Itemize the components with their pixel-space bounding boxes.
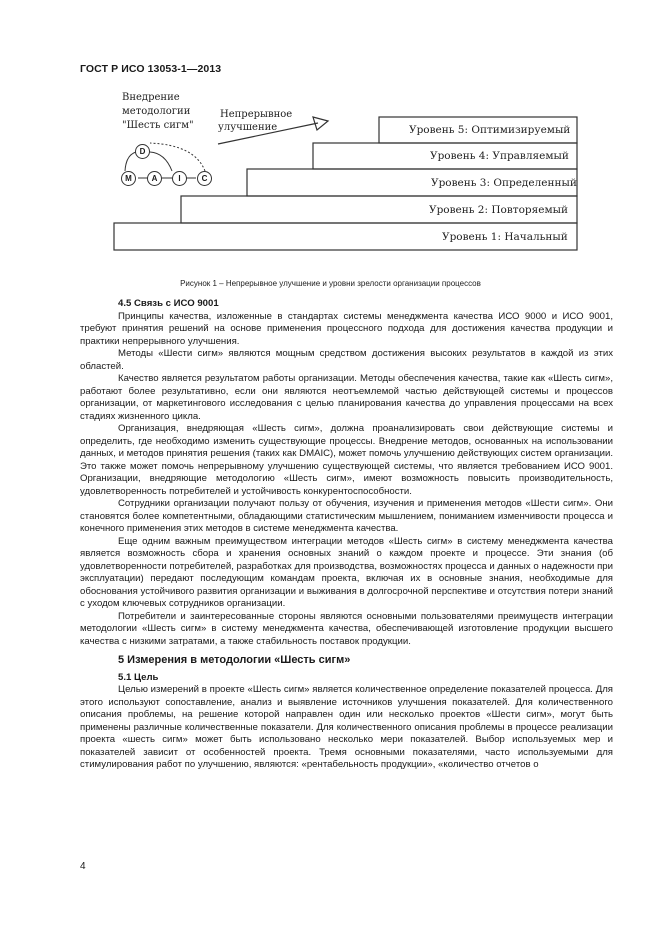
paragraph: Целью измерений в проекте «Шесть сигм» является количественное определение показателей процесса. Для этого используют сопоставление, анализ и выявление источников улучшения показателей. Для количественного описания проблемы, на решение которой направлен один или несколько проектов «Шести сигм», могут быть применены различные количественные показатели. Для количественного описания проблемы в процессе реализации проекта «шесть сигм» может быть использовано несколько мери показателей. Выбор используемых мер и показателей зависит от особенностей проекта. Тремя основными показателями, часто используемыми для стимулирования работ по улучшению, являются: «рентабельность продукции», «количество отчетов о [80,684,613,770]
paragraph: Потребители и заинтересованные стороны являются основными пользователями преимуществ интеграции методологии «Шесть сигм» в систему менеджмента качества, обеспечивающей изготовление продукции высшего качества с низкими затратами, а также стабильность поставок продукции. [80,610,613,647]
improvement-arrow-head [313,117,328,130]
intro-line-1: Внедрение [122,92,180,103]
paragraph: Методы «Шести сигм» являются мощным средством достижения высоких результатов в каждой из этих областей. [80,348,613,372]
level-5-label: Уровень 5: Оптимизируемый [409,124,571,136]
maturity-figure [0,85,661,255]
dmaic-a-node: A [147,171,162,186]
paragraph: Качество является результатом работы организации. Методы обеспечения качества, такие как «Шесть сигм», работают более результативно, если они являются неотъемлемой частью действующей системы и процессов организации, от маркетингового исследования с целью планирования качества до управления процессами на всех стадиях жизненного цикла. [80,373,613,422]
section-4-5 [80,298,613,772]
paragraph: Организация, внедряющая «Шесть сигм», должна проанализировать свои действующие системы и определить, где необходимо изменить существующие процессы. Внедрение методов, основанных на использовании данных, и методов принятия решения (таких как DMAIC), может помочь улучшению действующих систем организации. Это также может помочь непрерывному улучшению существующей системы, что является требованием ИСО 9001. Организации, внедряющие методологию «Шесть сигм», имеют возможность повысить производительность, удовлетворенность потребителей и устойчивость конкурентоспособности. [80,423,613,497]
arrow-label-line-1: Непрерывное [220,109,293,120]
paragraph: Принципы качества, изложенные в стандартах системы менеджмента качества ИСО 9000 и ИСО 9001, требуют принятия решений на основе применения процессного подхода для достижения качества продукции и практики непрерывного улучшения. [80,310,613,347]
dmaic-i-node: I [172,171,187,186]
intro-line-3: "Шесть сигм" [122,120,194,131]
intro-line-2: методологии [122,106,191,117]
dmaic-d-node: D [135,144,150,159]
level-1-label: Уровень 1: Начальный [442,231,568,243]
dmaic-c-node: C [197,171,212,186]
paragraph: Еще одним важным преимуществом интеграции методов «Шесть сигм» в систему менеджмента качества является возможность сбора и хранения основных знаний о каждом проекте и процессе. Эти знания (об удовлетворенности потребителей, разработках для производства, возможностях процесса и данных о надежности при эксплуатации) передают последующим командам проекта, включая их в основные знания, необходимые для обоснования устойчивого развития организации и выживания в долгосрочной перспективе и отсутствия потери знаний с уходом ключевых сотрудников организации. [80,535,613,609]
level-4-label: Уровень 4: Управляемый [430,150,569,162]
section-5-heading: 5 Измерения в методологии «Шесть сигм» [118,654,351,666]
dmaic-loop-left [125,152,136,171]
dmaic-m-node: M [121,171,136,186]
arrow-label-line-2: улучшение [218,122,278,133]
dmaic-loop-right [150,152,172,171]
section-4-5-heading: 4.5 Связь с ИСО 9001 [118,298,219,309]
document-header: ГОСТ Р ИСО 13053-1—2013 [80,63,222,75]
paragraph: Сотрудники организации получают пользу от обучения, изучения и применения методов «Шести сигм». Они становятся более компетентными, обладающими статистическим мышлением, пониманием изменчивости процесса и конечного применения этих методов в системе менеджмента качества. [80,498,613,534]
section-5-1-heading: 5.1 Цель [118,671,159,683]
maturity-staircase-graphic [0,85,661,255]
page-number: 4 [80,861,86,872]
figure-caption: Рисунок 1 – Непрерывное улучшение и уровни зрелости организации процессов [180,279,481,288]
level-2-label: Уровень 2: Повторяемый [429,204,568,216]
level-3-label: Уровень 3: Определенный [431,177,577,189]
dmaic-loop-back [150,143,205,171]
